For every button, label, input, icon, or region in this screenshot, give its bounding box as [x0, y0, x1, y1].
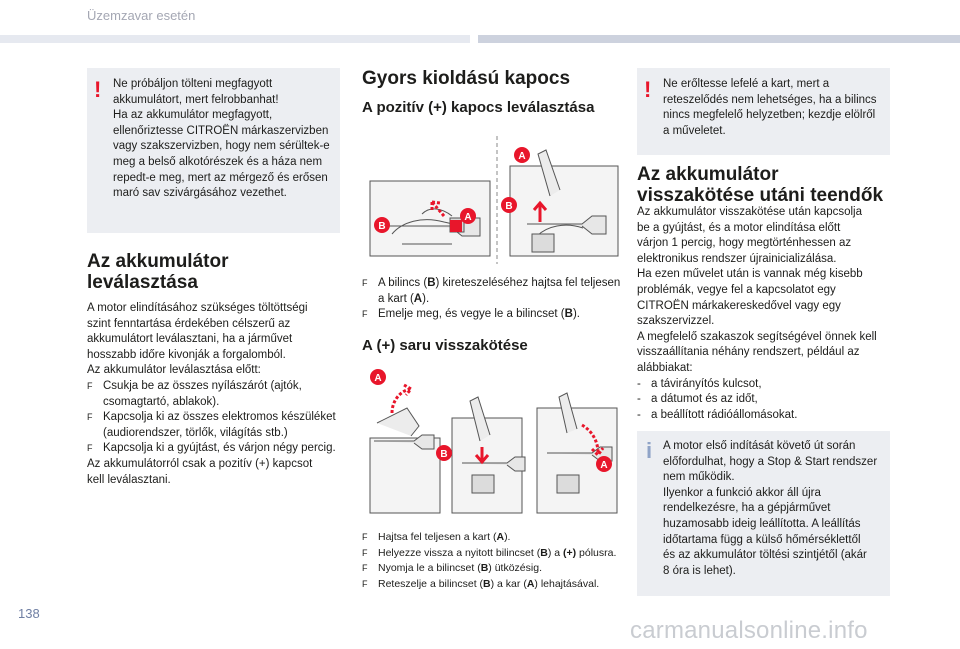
- after-line: CITROËN márkakereskedővel vagy egy: [637, 299, 841, 312]
- step2-bullet: F Nyomja le a bilincset (B) ütközésig.: [362, 561, 624, 577]
- disconnect-line: Az akkumulátor leválasztása előtt:: [87, 364, 261, 377]
- step2-list: [362, 530, 624, 592]
- info-box-stop-start: [637, 431, 890, 596]
- page-header-title: Üzemzavar esetén: [87, 8, 196, 23]
- after-reconnect-body: [637, 205, 897, 423]
- disconnect-closing: kell leválasztani.: [87, 473, 171, 486]
- disconnect-line: szint fenntartása érdekében célszerű az: [87, 317, 291, 330]
- info-icon: i: [646, 438, 653, 463]
- header-bar-left: [0, 35, 470, 43]
- warning-icon: !: [644, 77, 652, 102]
- bullet-marker: F: [87, 380, 93, 391]
- bullet-marker: F: [87, 443, 93, 454]
- after-line: visszaállítania néhány rendszert, például az: [637, 346, 860, 359]
- after-line: A megfelelő szakaszok segítségével önnek kell: [637, 330, 877, 343]
- after-dash-item: - a beállított rádióállomásokat.: [637, 408, 798, 421]
- quick-release-title: Gyors kioldású kapocs: [362, 68, 571, 89]
- step1-list: [362, 276, 622, 323]
- page-number: 138: [18, 606, 40, 621]
- disconnect-bullet: F Kapcsolja ki a gyújtást, és várjon négy percig.: [87, 441, 342, 457]
- step1-bullet: F Emelje meg, és vegye le a bilincset (B).: [362, 307, 622, 323]
- arrow-curved-up: [392, 385, 411, 413]
- bullet-marker: F: [362, 309, 368, 320]
- watermark: carmanualsonline.info: [630, 617, 868, 644]
- after-line: alábbiakat:: [637, 361, 693, 374]
- step2-bullet: F Helyezze vissza a nyitott bilincset (B) a (+) pólusra.: [362, 546, 624, 562]
- positive-clamp-title: A pozitív (+) kapocs leválasztása: [362, 99, 595, 116]
- step2-bullet: F Reteszelje a bilincset (B) a kar (A) lehajtásával.: [362, 577, 624, 593]
- disconnect-bullet: F Kapcsolja ki az összes elektromos készüléket (audiorendszer, törlők, világítás stb.): [87, 411, 336, 439]
- battery-clamp-figure-disconnect: [362, 126, 622, 266]
- after-line: problémák, vegye fel a kapcsolatot egy: [637, 283, 836, 296]
- warning-box-freeze: [87, 68, 340, 233]
- label-b: B: [440, 449, 448, 460]
- bullet-marker: F: [362, 532, 368, 542]
- after-line: elektronikus rendszer újrainicializálása.: [637, 252, 837, 265]
- battery-clamp-figure-reconnect: [362, 363, 622, 523]
- after-line: be a gyújtást, és a motor elindítása előtt: [637, 221, 841, 234]
- bullet-marker: F: [87, 412, 93, 423]
- disconnect-line: A motor elindításához szükséges töltöttségi: [87, 302, 308, 314]
- label-a: A: [600, 460, 608, 471]
- after-dash-item: - a távirányítós kulcsot,: [637, 377, 762, 390]
- after-line: Ha ezen művelet után is vannak még kisebb: [637, 268, 863, 281]
- warning-force-text: Ne erőltesse lefelé a kart, mert a reteszelődés nem lehetséges, ha a bilincs nincs megfelelő helyzetben; kezdje elölről a műveletet.: [663, 78, 877, 137]
- warning-freeze-text: Ne próbáljon tölteni megfagyott akkumulátort, mert felrobbanhat! Ha az akkumulátor megfagyott, ellenőriztesse CITROËN márkaszervizben vagy szakszervizben, hogy nem sérültek-e meg a belső alkotórészek és a háza nem repedt-e meg, mert az mérgező és erősen maró sav szivárgásához vezethet.: [113, 78, 330, 200]
- disconnect-line: akkumulátort leválasztani, ha a járművet: [87, 333, 293, 346]
- warning-box-force: [637, 68, 890, 155]
- after-reconnect-title: Az akkumulátor visszakötése utáni teendők: [637, 164, 884, 206]
- bullet-marker: F: [362, 547, 368, 558]
- after-line: szakszervizzel.: [637, 315, 715, 328]
- after-line: várjon 1 percig, hogy megtörténhessen az: [637, 237, 852, 250]
- after-line: Az akkumulátor visszakötése után kapcsolja: [637, 206, 862, 218]
- header-bar-right: [478, 35, 960, 43]
- label-a: A: [464, 212, 472, 223]
- reconnect-title: A (+) saru visszakötése: [362, 337, 528, 354]
- step2-bullet: F Hajtsa fel teljesen a kart (A).: [362, 530, 624, 546]
- warning-icon: !: [94, 77, 102, 102]
- release-button-red: [450, 220, 462, 232]
- step1-bullet: F A bilincs (B) kireteszeléséhez hajtsa fel teljesen a kart (A).: [362, 277, 621, 305]
- bullet-marker: F: [362, 563, 368, 573]
- disconnect-title: Az akkumulátor leválasztása: [87, 251, 229, 293]
- disconnect-closing: Az akkumulátorról csak a pozitív (+) kapcsot: [87, 457, 313, 470]
- label-b: B: [378, 221, 386, 232]
- disconnect-line: hosszabb időre kivonják a forgalomból.: [87, 348, 286, 361]
- disconnect-body: [87, 301, 342, 488]
- info-stop-start-text: A motor első indítását követő út során előfordulhat, hogy a Stop & Start rendszer nem működik. Ilyenkor a funkció akkor áll újra rendelkezésre, ha a gépjárművet huzamosabb ideig leállította. A leállítás időtartama függ a külső hőmérséklettől és az akkumulátor töltési szintjétől (akár 8 óra is lehet).: [663, 440, 878, 577]
- label-a: A: [374, 373, 382, 384]
- disconnect-bullet: F Csukja be az összes nyílászárót (ajtók, csomagtartó, ablakok).: [87, 379, 302, 408]
- after-dash-item: - a dátumot és az időt,: [637, 393, 758, 406]
- label-a: A: [518, 151, 526, 162]
- label-b: B: [505, 201, 513, 212]
- bullet-marker: F: [362, 578, 368, 589]
- bullet-marker: F: [362, 278, 368, 288]
